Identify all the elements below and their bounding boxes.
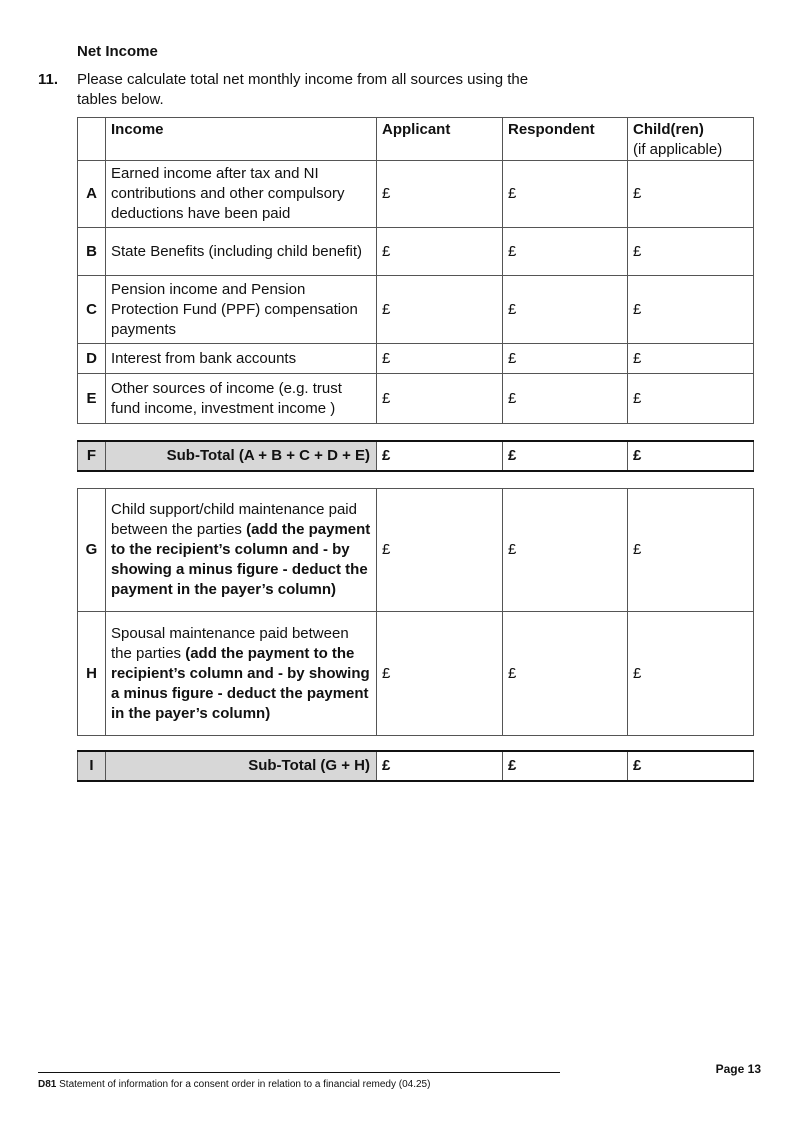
row-label: Earned income after tax and NI contributions and other compulsory deductions have been paid xyxy=(106,161,377,228)
respondent-amount-field[interactable]: £ xyxy=(503,228,628,276)
applicant-subtotal-field[interactable]: £ xyxy=(377,751,503,781)
applicant-amount-field[interactable]: £ xyxy=(377,161,503,228)
subtotal-f-table xyxy=(77,440,754,472)
income-table xyxy=(77,117,754,424)
applicant-amount-field[interactable]: £ xyxy=(377,374,503,424)
children-amount-field[interactable]: £ xyxy=(628,161,754,228)
header-income: Income xyxy=(106,118,377,161)
maintenance-table xyxy=(77,488,754,736)
question-text: Please calculate total net monthly income from all sources using the tables below. xyxy=(77,71,529,108)
row-letter: G xyxy=(78,489,106,612)
children-subtotal-field[interactable]: £ xyxy=(628,441,754,471)
row-letter: D xyxy=(78,344,106,374)
row-label: Other sources of income (e.g. trust fund income, investment income ) xyxy=(106,374,377,424)
applicant-amount-field[interactable]: £ xyxy=(377,612,503,736)
table-row xyxy=(78,374,754,424)
applicant-subtotal-field[interactable]: £ xyxy=(377,441,503,471)
row-label: Child support/child maintenance paid between the parties (add the payment to the recipient’s column and - by showing a minus figure - deduct the payment in the payer’s column) xyxy=(106,489,377,612)
table-row xyxy=(78,276,754,344)
row-letter: F xyxy=(78,441,106,471)
applicant-amount-field[interactable]: £ xyxy=(377,344,503,374)
footer-form-title: D81 Statement of information for a consent order in relation to a financial remedy (04.25) xyxy=(38,1079,431,1090)
applicant-amount-field[interactable]: £ xyxy=(377,489,503,612)
respondent-amount-field[interactable]: £ xyxy=(503,612,628,736)
table-row xyxy=(78,489,754,612)
row-letter: I xyxy=(78,751,106,781)
respondent-amount-field[interactable]: £ xyxy=(503,374,628,424)
respondent-amount-field[interactable]: £ xyxy=(503,276,628,344)
row-label: Pension income and Pension Protection Fund (PPF) compensation payments xyxy=(106,276,377,344)
page-number: Page 13 xyxy=(715,1062,761,1076)
table-row xyxy=(78,344,754,374)
row-letter: B xyxy=(78,228,106,276)
subtotal-row xyxy=(78,751,754,781)
table-header-row xyxy=(78,118,754,161)
row-label: Spousal maintenance paid between the parties (add the payment to the recipient’s column and - by showing a minus figure - deduct the payment in the payer’s column) xyxy=(106,612,377,736)
children-amount-field[interactable]: £ xyxy=(628,612,754,736)
row-letter: H xyxy=(78,612,106,736)
row-label: Interest from bank accounts xyxy=(106,344,377,374)
header-applicant: Applicant xyxy=(377,118,503,161)
children-subtotal-field[interactable]: £ xyxy=(628,751,754,781)
table-row xyxy=(78,612,754,736)
respondent-subtotal-field[interactable]: £ xyxy=(503,751,628,781)
row-label: State Benefits (including child benefit) xyxy=(106,228,377,276)
row-letter: C xyxy=(78,276,106,344)
respondent-amount-field[interactable]: £ xyxy=(503,344,628,374)
table-row xyxy=(78,161,754,228)
subtotal-label: Sub-Total (G + H) xyxy=(106,751,377,781)
row-letter: A xyxy=(78,161,106,228)
children-amount-field[interactable]: £ xyxy=(628,489,754,612)
subtotal-row xyxy=(78,441,754,471)
children-amount-field[interactable]: £ xyxy=(628,276,754,344)
header-respondent: Respondent xyxy=(503,118,628,161)
applicant-amount-field[interactable]: £ xyxy=(377,276,503,344)
section-title: Net Income xyxy=(77,43,158,60)
header-children: Child(ren) (if applicable) xyxy=(628,118,754,161)
question-number: 11. xyxy=(38,71,59,88)
applicant-amount-field[interactable]: £ xyxy=(377,228,503,276)
footer-divider xyxy=(38,1072,560,1073)
respondent-subtotal-field[interactable]: £ xyxy=(503,441,628,471)
children-amount-field[interactable]: £ xyxy=(628,374,754,424)
children-amount-field[interactable]: £ xyxy=(628,344,754,374)
children-amount-field[interactable]: £ xyxy=(628,228,754,276)
header-blank xyxy=(78,118,106,161)
subtotal-label: Sub-Total (A + B + C + D + E) xyxy=(106,441,377,471)
subtotal-i-table xyxy=(77,750,754,782)
respondent-amount-field[interactable]: £ xyxy=(503,161,628,228)
row-letter: E xyxy=(78,374,106,424)
table-row xyxy=(78,228,754,276)
respondent-amount-field[interactable]: £ xyxy=(503,489,628,612)
